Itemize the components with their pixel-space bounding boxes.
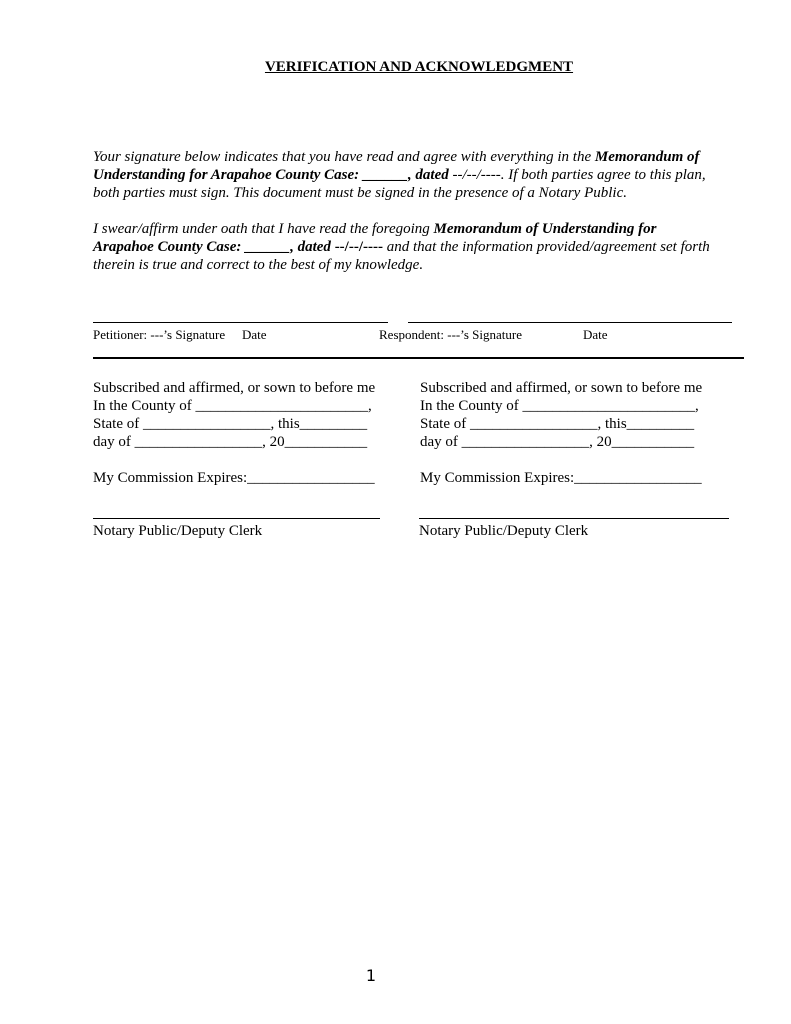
notary-left-commission-field[interactable]: My Commission Expires:_________________ xyxy=(93,470,375,486)
notary-left-day-field[interactable]: day of _________________, 20___________ xyxy=(93,434,368,450)
respondent-date-label: Date xyxy=(583,327,608,342)
notary-left-signature-line[interactable] xyxy=(93,518,380,519)
notary-right-county-field[interactable]: In the County of _______________________, xyxy=(420,398,699,414)
petitioner-date-label: Date xyxy=(242,327,267,342)
para2-text-2: and that the information provided/agreement set forth xyxy=(382,239,710,255)
notary-left-line-1: Subscribed and affirmed, or sown to before me xyxy=(93,380,376,396)
notary-right-line-1: Subscribed and affirmed, or sown to before me xyxy=(420,380,703,396)
para2-date: --/--/---- xyxy=(330,239,383,255)
para2-text: I swear/affirm under oath that I have read the foregoing xyxy=(93,221,434,237)
notary-left-county-field[interactable]: In the County of _______________________, xyxy=(93,398,372,414)
respondent-signature-line[interactable] xyxy=(408,322,732,323)
paragraph-1-line-1 xyxy=(93,148,700,166)
para2-bold-case: Arapahoe County Case: ______, dated xyxy=(93,239,331,255)
notary-right-state-field[interactable]: State of _________________, this_________ xyxy=(420,416,695,432)
notary-left-state-field[interactable]: State of _________________, this_________ xyxy=(93,416,368,432)
paragraph-2-line-1 xyxy=(93,220,657,238)
para1-text: Your signature below indicates that you have read and agree with everything in the xyxy=(93,149,595,165)
paragraph-2-line-3: therein is true and correct to the best of my knowledge. xyxy=(93,257,424,273)
para1-text-2: --/--/----. If both parties agree to this plan, xyxy=(448,167,706,183)
page-number: 1 xyxy=(365,966,377,985)
notary-left-signer-label: Notary Public/Deputy Clerk xyxy=(93,523,263,539)
notary-right-day-field[interactable]: day of _________________, 20___________ xyxy=(420,434,695,450)
para2-bold: Memorandum of Understanding for xyxy=(433,221,657,237)
paragraph-1-line-2 xyxy=(93,166,706,184)
respondent-signature-label: Respondent: ---’s Signature xyxy=(379,327,522,342)
notary-right-signer-label: Notary Public/Deputy Clerk xyxy=(419,523,589,539)
notary-right-commission-field[interactable]: My Commission Expires:_________________ xyxy=(420,470,702,486)
section-divider xyxy=(93,357,744,359)
petitioner-signature-line[interactable] xyxy=(93,322,388,323)
paragraph-1-line-3: both parties must sign. This document must be signed in the presence of a Notary Public. xyxy=(93,185,627,201)
paragraph-2-line-2 xyxy=(93,238,710,256)
notary-right-signature-line[interactable] xyxy=(419,518,729,519)
para1-bold: Memorandum of xyxy=(594,149,700,165)
para1-bold-case: Understanding for Arapahoe County Case: ______, dated xyxy=(93,167,449,183)
petitioner-signature-label: Petitioner: ---’s Signature xyxy=(93,327,226,342)
document-title: VERIFICATION AND ACKNOWLEDGMENT xyxy=(264,59,574,75)
